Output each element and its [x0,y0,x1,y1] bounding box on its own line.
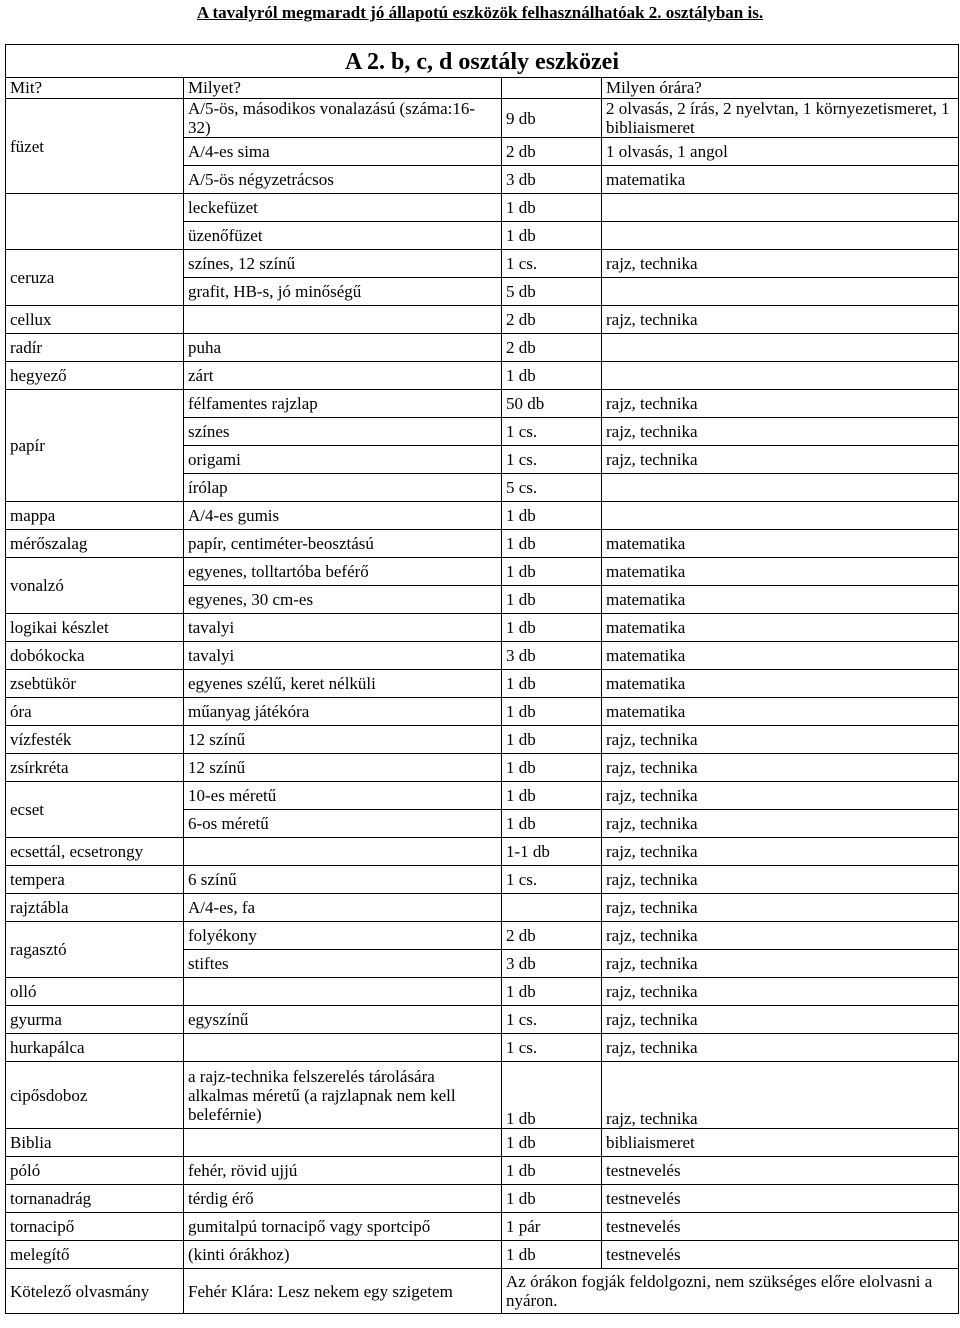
qty-cell: 1 db [502,362,602,390]
kind-cell: A/5-ös, másodikos vonalazású (száma:16-32) [184,99,502,138]
kind-cell: térdig érő [184,1185,502,1213]
subject-cell: rajz, technika [602,1006,959,1034]
table-row [6,334,959,362]
subject-cell: rajz, technika [602,306,959,334]
kind-cell: zárt [184,362,502,390]
item-cell: hurkapálca [6,1034,184,1062]
table-row [6,558,959,586]
kind-cell: 6 színű [184,866,502,894]
subject-cell: rajz, technika [602,250,959,278]
table-row [6,698,959,726]
subject-cell [602,474,959,502]
subject-cell: rajz, technika [602,1034,959,1062]
subject-cell: matematika [602,698,959,726]
subject-cell: rajz, technika [602,950,959,978]
subject-cell: matematika [602,670,959,698]
qty-cell: 3 db [502,166,602,194]
qty-cell: 1 cs. [502,1034,602,1062]
subject-cell: matematika [602,166,959,194]
subject-cell: rajz, technika [602,754,959,782]
item-cell: cellux [6,306,184,334]
item-cell: tornacipő [6,1213,184,1241]
table-row [6,530,959,558]
item-cell: ecset [6,782,184,838]
kind-cell: 6-os méretű [184,810,502,838]
table-title: A 2. b, c, d osztály eszközei [6,45,959,78]
table-row [6,250,959,278]
item-cell: zsírkréta [6,754,184,782]
qty-cell: 1 cs. [502,250,602,278]
kind-cell: grafit, HB-s, jó minőségű [184,278,502,306]
kind-cell: folyékony [184,922,502,950]
subject-cell: matematika [602,530,959,558]
subject-cell [602,278,959,306]
table-row [6,362,959,390]
qty-cell: 1 db [502,194,602,222]
kind-cell: tavalyi [184,614,502,642]
subject-cell [602,334,959,362]
qty-cell: 2 db [502,306,602,334]
kind-cell: papír, centiméter-beosztású [184,530,502,558]
table-row [6,726,959,754]
qty-cell: 3 db [502,642,602,670]
subject-cell: rajz, technika [602,1062,959,1129]
subject-cell [602,194,959,222]
subject-cell: rajz, technika [602,390,959,418]
qty-cell: 1 cs. [502,418,602,446]
qty-cell: 1 db [502,978,602,1006]
header-qty [502,78,602,99]
table-row [6,922,959,950]
item-cell: ecsettál, ecsetrongy [6,838,184,866]
subject-cell: rajz, technika [602,838,959,866]
kind-cell: A/4-es, fa [184,894,502,922]
subject-cell: testnevelés [602,1213,959,1241]
qty-cell: 1 db [502,1129,602,1157]
kind-cell [184,1129,502,1157]
qty-cell: 1 db [502,1157,602,1185]
item-cell: olló [6,978,184,1006]
kind-cell: 10-es méretű [184,782,502,810]
qty-cell: 1-1 db [502,838,602,866]
item-cell: vonalzó [6,558,184,614]
table-row [6,1241,959,1269]
qty-cell: 1 db [502,754,602,782]
table-row [6,99,959,138]
qty-cell: 1 cs. [502,446,602,474]
subject-cell: bibliaismeret [602,1129,959,1157]
header-kind: Milyet? [184,78,502,99]
table-row [6,754,959,782]
table-row [6,390,959,418]
item-cell: rajztábla [6,894,184,922]
kind-cell: színes, 12 színű [184,250,502,278]
table-row [6,1213,959,1241]
qty-cell: 1 pár [502,1213,602,1241]
item-cell: tornanadrág [6,1185,184,1213]
kind-cell: A/4-es sima [184,138,502,166]
kind-cell: stiftes [184,950,502,978]
qty-cell: 50 db [502,390,602,418]
qty-cell: 5 db [502,278,602,306]
subject-cell: rajz, technika [602,782,959,810]
qty-cell [502,894,602,922]
qty-cell: 1 db [502,614,602,642]
table-row [6,838,959,866]
subject-cell: rajz, technika [602,418,959,446]
kind-cell: 12 színű [184,754,502,782]
table-row [6,194,959,222]
item-cell: vízfesték [6,726,184,754]
subject-cell: testnevelés [602,1157,959,1185]
qty-cell: 1 db [502,222,602,250]
header-what: Mit? [6,78,184,99]
kind-cell: gumitalpú tornacipő vagy sportcipő [184,1213,502,1241]
kind-cell [184,1034,502,1062]
table-row [6,866,959,894]
qty-cell: 1 db [502,698,602,726]
qty-cell: 1 db [502,670,602,698]
subject-cell: rajz, technika [602,894,959,922]
item-cell: ragasztó [6,922,184,978]
table-row [6,670,959,698]
subject-cell: 2 olvasás, 2 írás, 2 nyelvtan, 1 környezetismeret, 1 bibliaismeret [602,99,959,138]
item-cell: melegítő [6,1241,184,1269]
item-cell: füzet [6,99,184,194]
kind-cell: puha [184,334,502,362]
subject-cell [602,502,959,530]
kind-cell: a rajz-technika felszerelés tárolására alkalmas méretű (a rajzlapnak nem kell beleférnie) [184,1062,502,1129]
kind-cell: egyenes, 30 cm-es [184,586,502,614]
kind-cell: A/5-ös négyzetrácsos [184,166,502,194]
item-cell: gyurma [6,1006,184,1034]
table-row [6,614,959,642]
qty-cell: 1 db [502,1241,602,1269]
reading-row [6,1269,959,1314]
table-row [6,978,959,1006]
table-row [6,1157,959,1185]
subject-cell: testnevelés [602,1241,959,1269]
item-cell: cipősdoboz [6,1062,184,1129]
kind-cell: színes [184,418,502,446]
kind-cell: írólap [184,474,502,502]
reading-title: Fehér Klára: Lesz nekem egy szigetem [184,1269,502,1314]
qty-cell: 1 db [502,586,602,614]
subject-cell: 1 olvasás, 1 angol [602,138,959,166]
item-cell: Biblia [6,1129,184,1157]
qty-cell: 1 db [502,502,602,530]
subject-cell [602,362,959,390]
qty-cell: 3 db [502,950,602,978]
qty-cell: 1 db [502,782,602,810]
title-row [6,45,959,78]
qty-cell: 2 db [502,922,602,950]
qty-cell: 2 db [502,334,602,362]
kind-cell: félfamentes rajzlap [184,390,502,418]
kind-cell: tavalyi [184,642,502,670]
item-cell: óra [6,698,184,726]
table-row [6,642,959,670]
item-cell: radír [6,334,184,362]
kind-cell: 12 színű [184,726,502,754]
kind-cell: leckefüzet [184,194,502,222]
kind-cell [184,978,502,1006]
qty-cell: 1 db [502,530,602,558]
table-row [6,306,959,334]
qty-cell: 1 db [502,726,602,754]
subject-cell: rajz, technika [602,446,959,474]
supplies-table [5,44,959,1314]
item-cell: logikai készlet [6,614,184,642]
qty-cell: 5 cs. [502,474,602,502]
qty-cell: 1 cs. [502,866,602,894]
kind-cell [184,306,502,334]
table-row [6,502,959,530]
subject-cell: rajz, technika [602,922,959,950]
top-note: A tavalyról megmaradt jó állapotú eszközök felhasználhatóak 2. osztályban is. [196,3,764,22]
item-cell: tempera [6,866,184,894]
table-row [6,1185,959,1213]
subject-cell: rajz, technika [602,810,959,838]
item-cell [6,194,184,250]
reading-note: Az órákon fogják feldolgozni, nem szükséges előre elolvasni a nyáron. [502,1269,959,1314]
kind-cell: egyenes szélű, keret nélküli [184,670,502,698]
header-row [6,78,959,99]
kind-cell [184,838,502,866]
item-cell: mérőszalag [6,530,184,558]
qty-cell: 1 cs. [502,1006,602,1034]
qty-cell: 1 db [502,1185,602,1213]
kind-cell: egyenes, tolltartóba beférő [184,558,502,586]
subject-cell: rajz, technika [602,978,959,1006]
qty-cell: 1 db [502,810,602,838]
header-subject: Milyen órára? [602,78,959,99]
kind-cell: egyszínű [184,1006,502,1034]
subject-cell: rajz, technika [602,726,959,754]
item-cell: dobókocka [6,642,184,670]
subject-cell: testnevelés [602,1185,959,1213]
subject-cell: matematika [602,558,959,586]
item-cell: zsebtükör [6,670,184,698]
subject-cell: matematika [602,614,959,642]
item-cell: papír [6,390,184,502]
item-cell: mappa [6,502,184,530]
table-row [6,1129,959,1157]
table-row [6,1062,959,1129]
subject-cell: matematika [602,642,959,670]
item-cell: ceruza [6,250,184,306]
table-row [6,1034,959,1062]
kind-cell: A/4-es gumis [184,502,502,530]
kind-cell: üzenőfüzet [184,222,502,250]
table-row [6,782,959,810]
kind-cell: fehér, rövid ujjú [184,1157,502,1185]
qty-cell: 1 db [502,558,602,586]
subject-cell: rajz, technika [602,866,959,894]
qty-cell: 2 db [502,138,602,166]
table-row [6,894,959,922]
kind-cell: (kinti órákhoz) [184,1241,502,1269]
item-cell: póló [6,1157,184,1185]
subject-cell [602,222,959,250]
item-cell: hegyező [6,362,184,390]
reading-item: Kötelező olvasmány [6,1269,184,1314]
qty-cell: 9 db [502,99,602,138]
table-row [6,1006,959,1034]
kind-cell: origami [184,446,502,474]
kind-cell: műanyag játékóra [184,698,502,726]
qty-cell: 1 db [502,1062,602,1129]
subject-cell: matematika [602,586,959,614]
